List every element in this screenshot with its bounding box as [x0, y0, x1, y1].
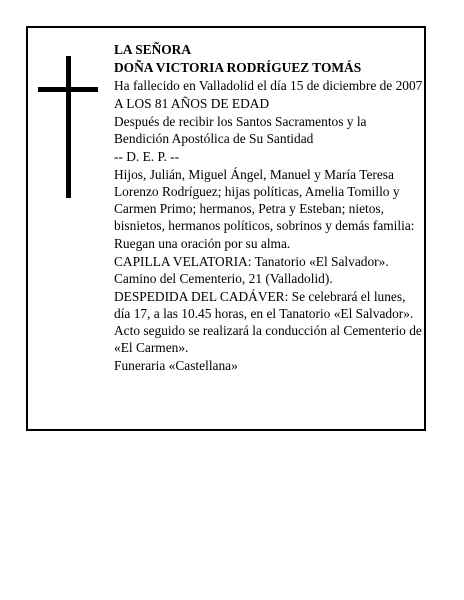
cross-horizontal-bar	[38, 87, 98, 92]
funeral-home: Funeraria «Castellana»	[114, 358, 238, 373]
farewell-info: DESPEDIDA DEL CADÁVER: Se celebrará el lunes, día 17, a las 10.45 horas, en el Tanatorio «El Salvador». Acto seguido se realizará la conducción al Cementerio de «El Carmen».	[114, 289, 422, 355]
cross-vertical-bar	[66, 56, 71, 198]
rip-line: -- D. E. P. --	[114, 149, 180, 164]
family-list: Hijos, Julián, Miguel Ángel, Manuel y María Teresa Lorenzo Rodríguez; hijas políticas, Amelia Tomillo y Carmen Primo; hermanos, Petra y Esteban; nietos, bisnietos, hermanos políticos, sobrinos y demás familia:	[114, 167, 415, 233]
prayer-request: Ruegan una oración por su alma.	[114, 236, 291, 251]
obituary-notice	[26, 26, 426, 431]
chapel-info: CAPILLA VELATORIA: Tanatorio «El Salvador». Camino del Cementerio, 21 (Valladolid).	[114, 254, 389, 286]
age-line: A LOS 81 AÑOS DE EDAD	[114, 96, 270, 111]
cross-icon	[38, 56, 98, 198]
sacraments-line: Después de recibir los Santos Sacramentos y la Bendición Apostólica de Su Santidad	[114, 114, 367, 146]
death-announcement: Ha fallecido en Valladolid el día 15 de diciembre de 2007	[114, 78, 423, 93]
notice-title: LA SEÑORA	[114, 42, 192, 57]
notice-text	[114, 41, 424, 375]
deceased-name: DOÑA VICTORIA RODRÍGUEZ TOMÁS	[114, 60, 362, 75]
